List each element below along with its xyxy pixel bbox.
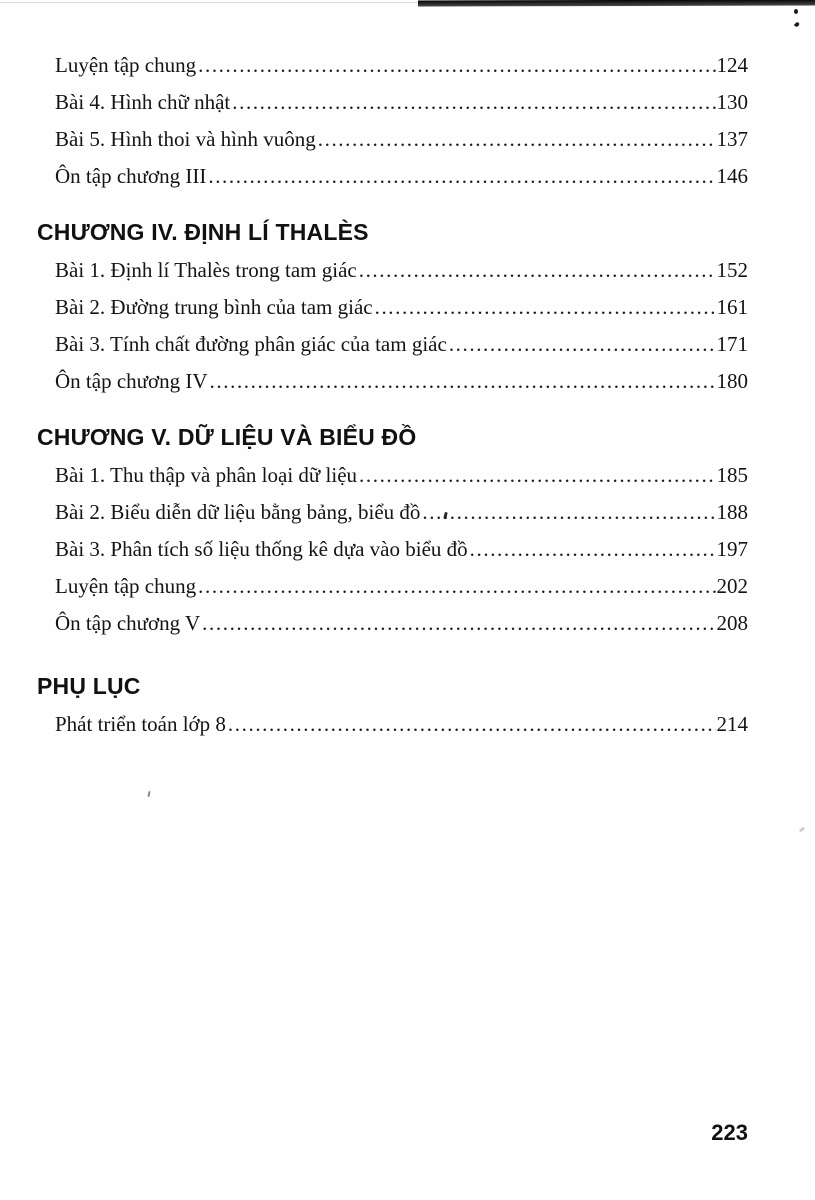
toc-entry-title: Bài 3. Phân tích số liệu thống kê dựa vào biểu đồ: [55, 537, 468, 561]
dot-leader: [449, 332, 716, 356]
scan-artifact-speck: [147, 791, 150, 797]
toc-entry-title: Phát triển toán lớp 8: [55, 712, 226, 736]
toc-entry-title: Bài 5. Hình thoi và hình vuông: [55, 127, 316, 151]
toc-entry: [55, 611, 748, 635]
toc-entry-title: Bài 2. Đường trung bình của tam giác: [55, 295, 373, 319]
toc-entry-page: 130: [716, 90, 748, 114]
toc-section-appendix: [37, 673, 748, 736]
dot-leader: [198, 574, 715, 598]
dot-leader: [208, 164, 715, 188]
toc-entry-page: 171: [716, 332, 748, 356]
toc-entry-title: Ôn tập chương V: [55, 611, 201, 635]
toc-entry-title: Bài 2. Biểu diễn dữ liệu bằng bảng, biểu đồ: [55, 500, 421, 524]
dot-leader: [359, 258, 716, 282]
toc-entry-title: Bài 1. Định lí Thalès trong tam giác: [55, 258, 357, 282]
toc-entry: [55, 712, 748, 736]
toc-entry: [55, 332, 748, 356]
toc-entry-title: Ôn tập chương IV: [55, 369, 208, 393]
toc-entry-title: Bài 4. Hình chữ nhật: [55, 90, 231, 114]
dot-leader: [359, 463, 715, 487]
toc-section-chapter-5: [37, 424, 748, 635]
toc-entry-title: Bài 1. Thu thập và phân loại dữ liệu: [55, 463, 358, 487]
toc-entry: [55, 90, 748, 114]
toc-entry-page: 146: [716, 164, 748, 188]
chapter-heading: CHƯƠNG V. DỮ LIỆU VÀ BIỂU ĐỒ: [37, 424, 417, 450]
dot-leader: [232, 90, 715, 114]
toc-entry-page: 137: [716, 127, 748, 151]
toc-entry-page: 197: [716, 537, 748, 561]
toc-entry: [55, 258, 748, 282]
dot-leader: [198, 53, 715, 77]
dot-leader: [470, 537, 716, 561]
toc-entry-page: 185: [716, 463, 748, 487]
toc-entry-page: 214: [716, 712, 748, 736]
dot-leader: [422, 500, 715, 524]
dot-leader: [210, 369, 716, 393]
toc-entry-title: Luyện tập chung: [55, 53, 197, 77]
toc-entry: [55, 164, 748, 188]
scan-artifact-top-bar: [418, 0, 815, 7]
dot-leader: [228, 712, 716, 736]
chapter-heading: CHƯƠNG IV. ĐỊNH LÍ THALÈS: [37, 219, 369, 245]
toc-entry: [55, 53, 748, 77]
dot-leader: [375, 295, 716, 319]
scan-artifact-top-edge-line: [0, 2, 420, 3]
toc-entry-page: 208: [716, 611, 748, 635]
toc-entry-page: 180: [716, 369, 748, 393]
toc-entry: [55, 127, 748, 151]
toc-entry-title: Bài 3. Tính chất đường phân giác của tam giác: [55, 332, 447, 356]
toc-content: [37, 53, 748, 749]
toc-entry: [55, 574, 748, 598]
scan-artifact-speck: [799, 827, 806, 833]
chapter-heading: PHỤ LỤC: [37, 673, 141, 699]
dot-leader: [202, 611, 715, 635]
toc-entry-page: 152: [716, 258, 748, 282]
scan-artifact-speck: [794, 21, 800, 27]
toc-entry-page: 161: [716, 295, 748, 319]
toc-section-chapter-4: [37, 219, 748, 393]
toc-entry-page: 188: [716, 500, 748, 524]
page-number: 223: [711, 1120, 748, 1145]
toc-section-chapter-3-tail: [55, 53, 748, 188]
scan-artifact-speck: [794, 9, 798, 14]
toc-entry-title: Luyện tập chung: [55, 574, 197, 598]
toc-entry: [55, 500, 748, 524]
toc-entry: [55, 295, 748, 319]
toc-entry: [55, 463, 748, 487]
dot-leader: [318, 127, 716, 151]
toc-entry: [55, 537, 748, 561]
toc-entry: [55, 369, 748, 393]
toc-entry-page: 202: [716, 574, 748, 598]
toc-entry-page: 124: [716, 53, 748, 77]
toc-entry-title: Ôn tập chương III: [55, 164, 207, 188]
